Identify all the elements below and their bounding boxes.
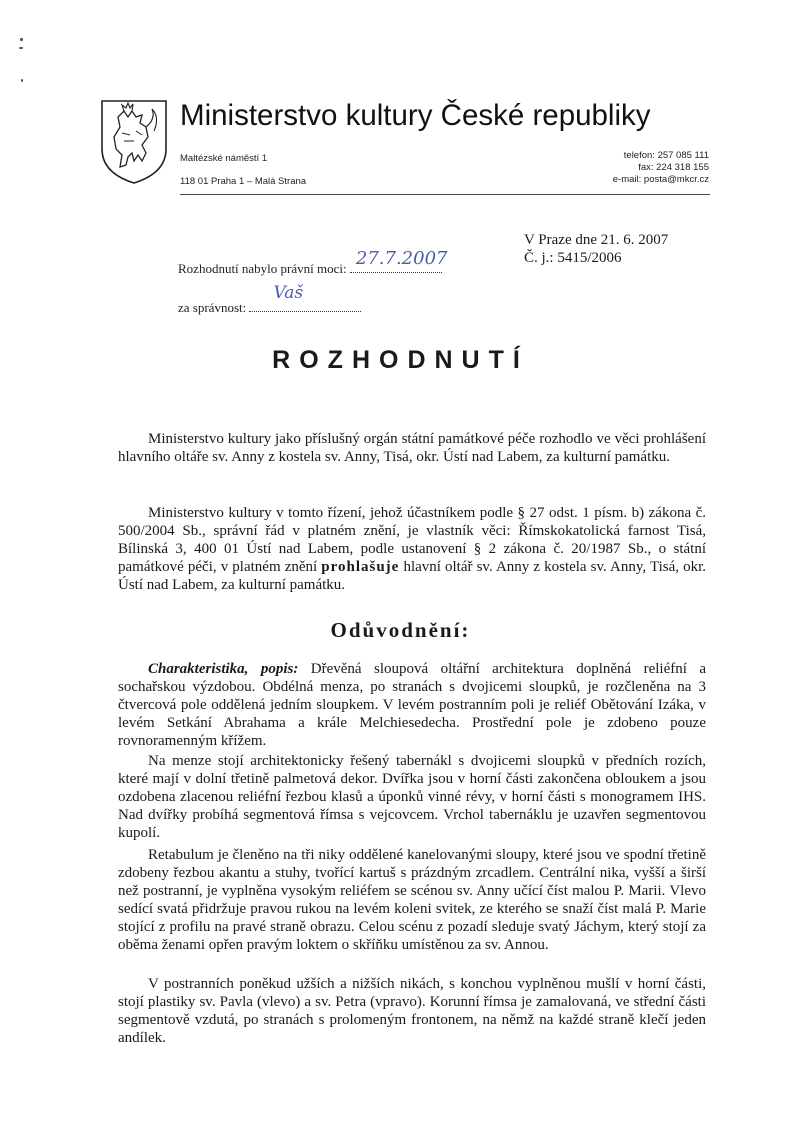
scan-speck xyxy=(20,38,23,41)
email-address: e-mail: posta@mkcr.cz xyxy=(612,174,709,185)
intro-paragraph: Ministerstvo kultury jako příslušný orgán státní památkové péče rozhodlo ve věci prohlášení hlavního oltáře sv. Anny z kostela sv. Anny, Tisá, okr. Ústí nad Labem, za kulturní památku. xyxy=(118,431,706,465)
header-divider xyxy=(180,194,710,195)
reference-number: Č. j.: 5415/2006 xyxy=(524,250,622,266)
decision-text-1: Ministerstvo kultury v tomto řízení, jehož účastníkem podle § 27 odst. 1 písm. b) zákona č. 500/2004 Sb., správní řád v platném znění, je vlastník věci: Římskokatolická farnost Tisá, Bílinská 3, 400 01 Ústí nad Labem, podle ustanovení § 2 zákona č. 20/1987 Sb., o státní památkové péči, v platném znění xyxy=(118,505,706,575)
scan-speck xyxy=(21,79,23,82)
phone-number: telefon: 257 085 111 xyxy=(623,150,709,161)
place-date: V Praze dne 21. 6. 2007 xyxy=(524,232,669,248)
address-line-1: Maltézské náměstí 1 xyxy=(180,153,268,164)
document-title: ROZHODNUTÍ xyxy=(272,346,529,374)
state-emblem xyxy=(98,97,170,185)
tabernacle-paragraph: Na menze stojí architektonicky řešený tabernákl s dvojicemi sloupků v předních rozích, které mají v dolní třetině palmetová dekor. Dvířka jsou v horní části zakončena obloukem a jsou ozdobena zlacenou reliéfní řezbou klasů a úponků vinné révy, v horní části s monogramem IHS. Nad dvířky probíhá segmentová římsa s vejcovcem. Vrchol tabernáklu je uzavřen segmentovou kupolí. xyxy=(118,753,706,841)
characteristics-paragraph xyxy=(118,660,706,750)
lion-emblem-icon xyxy=(98,97,170,185)
address-line-2: 118 01 Praha 1 – Malá Strana xyxy=(180,176,307,187)
correctness-stamp xyxy=(178,283,361,316)
legal-effect-dotted-line xyxy=(350,248,448,273)
contact-block xyxy=(613,150,709,186)
correctness-dotted-line xyxy=(249,283,361,312)
correctness-signature: Vaš xyxy=(273,283,304,303)
fax-number: fax: 224 318 155 xyxy=(638,162,709,173)
decision-verb: prohlašuje xyxy=(321,559,400,575)
legal-effect-date: 27.7.2007 xyxy=(355,248,448,269)
ministry-name: Ministerstvo kultury České republiky xyxy=(180,99,651,132)
decision-paragraph xyxy=(118,504,706,594)
scan-speck xyxy=(19,47,23,49)
niches-paragraph: V postranních poněkud užších a nižších nikách, s konchou vyplněnou mušlí v horní části, stojí plastiky sv. Pavla (vlevo) a sv. Petra (vpravo). Korunní římsa je zamalovaná, ve střední části segmentově vzdutá, po stranách s prolomeným frontonem, na němž na každé straně klečí jeden andílek. xyxy=(118,976,706,1046)
characteristics-label: Charakteristika, popis: xyxy=(148,661,299,677)
justification-title: Odůvodnění: xyxy=(330,618,471,642)
retabulum-paragraph: Retabulum je členěno na tři niky oddělené kanelovanými sloupy, které jsou ve spodní třetině zdobeny řezbou akantu a stuhy, tvořící kartuš s prázdným zrcadlem. Centrální nika, vyšší a širší než postranní, je vyplněna vysokým reliéfem se scénou sv. Anny učící číst malou P. Marii. Vlevo sedící svatá přidržuje pravou rukou na levém koleni svitek, ze kterého se snaží číst malá P. Marie stojící z profilu na pravé straně obrazu. Celou scénu z pozadí sleduje svatý Jáchym, který stojí za oběma ženami opřen pravým loktem o skříňku umístěnou za sv. Annou. xyxy=(118,847,706,953)
legal-effect-stamp xyxy=(178,248,448,277)
characteristics-text: Dřevěná sloupová oltářní architektura doplněná reliéfní a sochařskou výzdobou. Obdélná menza, po stranách s dvojicemi sloupků, je rozčleněna na 3 čtvercová pole oddělená jedním sloupkem. V levém postranním poli je reliéf Obětování Izáka, v levém Setkání Abrahama a krále Melchiesedecha. Prostřední pole je zdobeno pouze rovnoramenným křížem. xyxy=(118,661,706,749)
decision-text-2: hlavní oltář sv. Anny z kostela sv. Anny, Tisá, okr. Ústí nad Labem, za kulturní památku. xyxy=(118,559,707,593)
correctness-label: za správnost: xyxy=(178,300,247,315)
legal-effect-label: Rozhodnutí nabylo právní moci: xyxy=(178,261,347,276)
